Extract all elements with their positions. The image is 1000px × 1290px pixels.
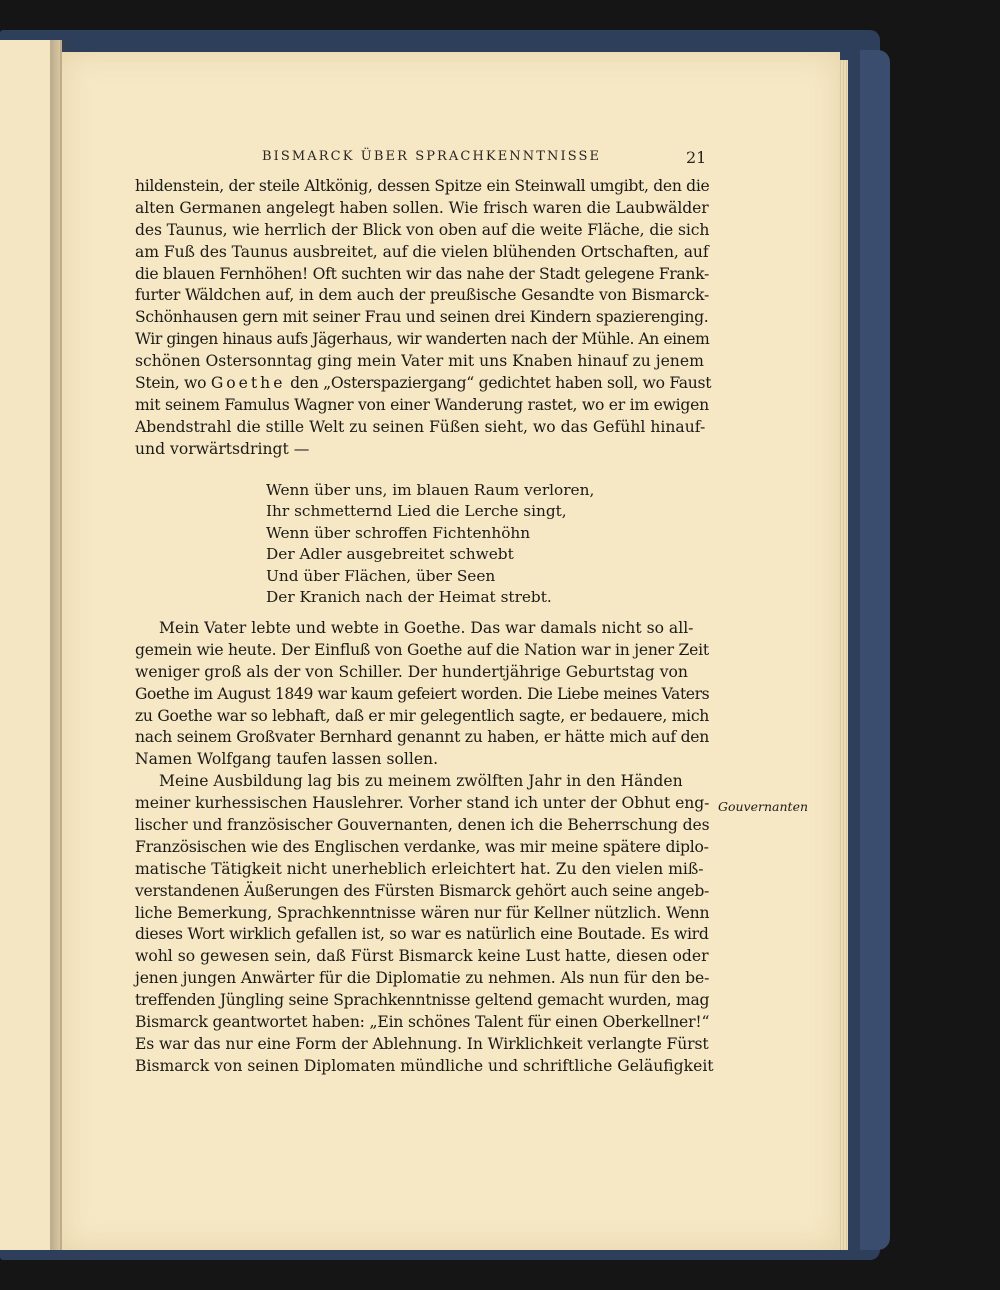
verse-line: Wenn über uns, im blauen Raum verloren,: [266, 481, 595, 499]
text-line: Schönhausen gern mit seiner Frau und seinen drei Kindern spazierenging.: [135, 308, 709, 327]
text-line: dieses Wort wirklich gefallen ist, so war es natürlich eine Boutade. Es wird: [135, 925, 709, 944]
text-line: die blauen Fernhöhen! Oft suchten wir das nahe der Stadt gelegene Frank-: [135, 264, 709, 283]
verse-quote: [266, 480, 606, 608]
text-line: treffenden Jüngling seine Sprachkenntnisse geltend gemacht wurden, mag: [135, 991, 710, 1010]
text-line: lischer und französischer Gouvernanten, denen ich die Beherrschung des: [135, 816, 710, 835]
page-number: 21: [686, 148, 707, 167]
paragraph-2: [135, 618, 714, 1078]
text-line: alten Germanen angelegt haben sollen. Wie frisch waren die Laubwälder: [135, 198, 709, 217]
text-line: Meine Ausbildung lag bis zu meinem zwölften Jahr in den Händen: [159, 772, 683, 791]
text-line: furter Wäldchen auf, in dem auch der preußische Gesandte von Bismarck-: [135, 286, 710, 305]
text-line: Bismarck geantwortet haben: „Ein schönes Talent für einen Oberkellner!“: [135, 1013, 710, 1032]
text-line: Französischen wie des Englischen verdanke, was mir meine spätere diplo-: [135, 837, 709, 856]
text-line: Namen Wolfgang taufen lassen sollen.: [135, 750, 439, 769]
text-line: am Fuß des Taunus ausbreitet, auf die vielen blühenden Ortschaften, auf: [135, 242, 709, 261]
text-line: verstandenen Äußerungen des Fürsten Bismarck gehört auch seine angeb-: [135, 881, 710, 900]
text-line: schönen Ostersonntag ging mein Vater mit uns Knaben hinauf zu jenem: [135, 352, 704, 371]
text-line: Bismarck von seinen Diplomaten mündliche und schriftliche Geläufigkeit: [135, 1056, 714, 1075]
text-line: nach seinem Großvater Bernhard genannt zu haben, er hätte mich auf den: [135, 728, 710, 747]
text-line: zu Goethe war so lebhaft, daß er mir gelegentlich sagte, er bedauere, mich: [135, 706, 710, 725]
text-line: meiner kurhessischen Hauslehrer. Vorher stand ich unter der Obhut eng-: [135, 794, 710, 813]
running-head: BISMARCK ÜBER SPRACHKENNTNISSE: [262, 149, 602, 164]
text-line-goethe: [135, 373, 712, 395]
text-line: mit seinem Famulus Wagner von einer Wanderung rastet, wo er im ewigen: [135, 395, 709, 414]
text-segment: den „Osterspaziergang“ gedichtet haben soll, wo Faust: [285, 374, 712, 393]
text-line: gemein wie heute. Der Einfluß von Goethe auf die Nation war in jener Zeit: [135, 640, 709, 659]
page-edges: [838, 60, 848, 1250]
text-line: matische Tätigkeit nicht unerheblich erleichtert hat. Zu den vielen miß-: [135, 859, 704, 878]
verse-line: Ihr schmetternd Lied die Lerche singt,: [266, 502, 567, 521]
text-line: Es war das nur eine Form der Ablehnung. In Wirklichkeit verlangte Fürst: [135, 1034, 709, 1053]
text-line: hildenstein, der steile Altkönig, dessen Spitze ein Steinwall umgibt, den die: [135, 177, 710, 195]
text-line: Abendstrahl die stille Welt zu seinen Füßen sieht, wo das Gefühl hinauf-: [135, 417, 706, 436]
text-line: wohl so gewesen sein, daß Fürst Bismarck keine Lust hatte, diesen oder: [135, 947, 709, 966]
verse-line: Der Kranich nach der Heimat strebt.: [266, 588, 552, 607]
verse-line: Und über Flächen, über Seen: [266, 566, 496, 585]
text-segment: Stein, wo: [135, 374, 211, 393]
paragraph-1: [135, 176, 712, 461]
text-line: Wir gingen hinaus aufs Jägerhaus, wir wanderten nach der Mühle. An einem: [135, 330, 710, 349]
text-line: des Taunus, wie herrlich der Blick von oben auf die weite Fläche, die sich: [135, 220, 710, 239]
text-line: jenen jungen Anwärter für die Diplomatie zu nehmen. Als nun für den be-: [135, 969, 710, 988]
verse-line: Wenn über schroffen Fichtenhöhn: [266, 523, 531, 542]
text-line: Goethe im August 1849 war kaum gefeiert worden. Die Liebe meines Vaters: [135, 684, 710, 703]
margin-note: Gouvernanten: [718, 799, 809, 814]
spaced-name: Goethe: [210, 374, 286, 393]
verse-line: Der Adler ausgebreitet schwebt: [266, 545, 514, 564]
text-line: liche Bemerkung, Sprachkenntnisse wären nur für Kellner nützlich. Wenn: [135, 903, 710, 922]
book-cover-edge: [860, 50, 890, 1250]
text-line: Mein Vater lebte und webte in Goethe. Das war damals nicht so all-: [159, 619, 694, 637]
text-line: und vorwärtsdringt —: [135, 439, 310, 458]
text-line: weniger groß als der von Schiller. Der hundertjährige Geburtstag von: [135, 662, 688, 681]
